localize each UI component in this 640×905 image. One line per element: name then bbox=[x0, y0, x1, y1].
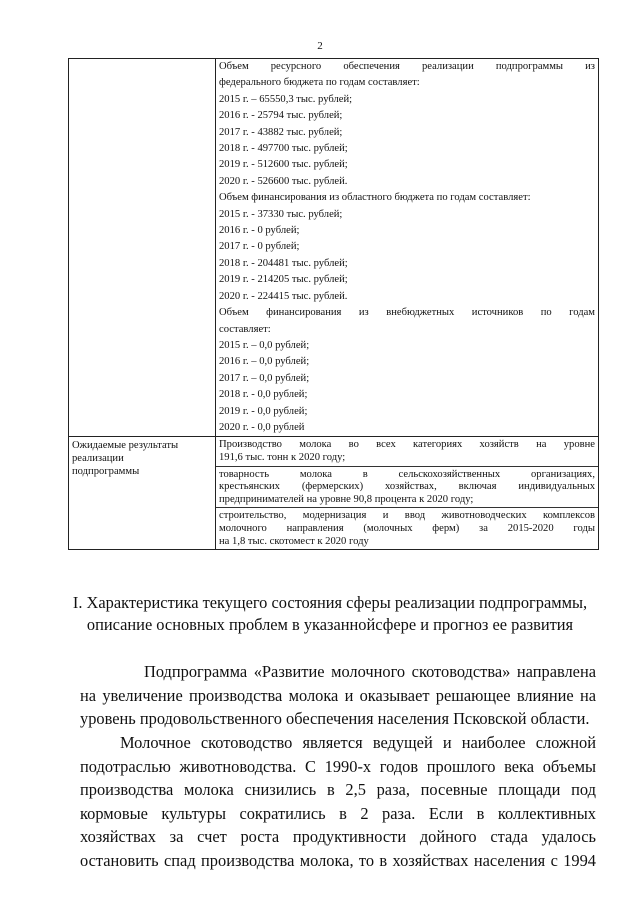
section-heading-line: I. Характеристика текущего состояния сферы реализации подпрограммы, bbox=[72, 593, 588, 612]
result-line: на 1,8 тыс. скотомест к 2020 году bbox=[219, 535, 369, 547]
funding-line: 2020 г. - 224415 тыс. рублей. bbox=[219, 290, 348, 302]
funding-line: 2017 г. - 43882 тыс. рублей; bbox=[219, 126, 343, 138]
paragraph-line: кормовые культуры сократились в 2 раза. Если в коллективных bbox=[80, 803, 596, 823]
funding-line: 2020 г. - 526600 тыс. рублей. bbox=[219, 175, 348, 187]
result-line: товарность молока в сельскохозяйственных организациях, bbox=[219, 468, 595, 480]
paragraph-2 bbox=[80, 731, 596, 872]
funding-line: 2020 г. - 0,0 рублей bbox=[219, 421, 305, 433]
funding-volume-cell bbox=[216, 59, 599, 437]
result-line: крестьянских (фермерских) хозяйствах, включая индивидуальных bbox=[219, 481, 595, 493]
table-row-expected-results bbox=[69, 437, 599, 550]
result-line: молочного направления (молочных ферм) за 2015-2020 годы bbox=[219, 522, 595, 534]
funding-line: 2016 г. – 0,0 рублей; bbox=[219, 356, 310, 368]
result-line: Производство молока во всех категориях хозяйств на уровне bbox=[219, 439, 595, 451]
paragraph-line: Молочное скотоводство является ведущей и наиболее сложной bbox=[120, 733, 596, 752]
funding-line: 2016 г. - 25794 тыс. рублей; bbox=[219, 110, 343, 122]
funding-line: Объем ресурсного обеспечения реализации подпрограммы из bbox=[219, 61, 595, 72]
funding-line: 2015 г. – 65550,3 тыс. рублей; bbox=[219, 93, 353, 105]
paragraph-1 bbox=[80, 660, 596, 731]
table-row-funding bbox=[69, 59, 599, 437]
section-heading bbox=[60, 592, 600, 636]
paragraph-line: Подпрограмма «Развитие молочного скотоводства» направлена bbox=[144, 662, 596, 681]
result-line: 191,6 тыс. тонн к 2020 году; bbox=[219, 451, 346, 463]
expected-results-cell bbox=[216, 437, 599, 550]
funding-line: 2017 г. – 0,0 рублей; bbox=[219, 372, 310, 384]
result-line: предпринимателей на уровне 90,8 процента к 2020 году; bbox=[219, 493, 474, 505]
expected-results-label-cell bbox=[69, 437, 216, 550]
subprogram-passport-table bbox=[68, 58, 599, 550]
funding-line: 2017 г. - 0 рублей; bbox=[219, 241, 300, 253]
funding-line: Объем финансирования из областного бюджета по годам составляет: bbox=[219, 192, 531, 204]
funding-line: 2019 г. - 214205 тыс. рублей; bbox=[219, 274, 348, 286]
result-item bbox=[219, 508, 595, 549]
result-line: строительство, модернизация и ввод животноводческих комплексов bbox=[219, 510, 595, 522]
funding-line: 2015 г. - 37330 тыс. рублей; bbox=[219, 208, 343, 220]
funding-line: 2019 г. - 512600 тыс. рублей; bbox=[219, 159, 348, 171]
paragraph-line: остановить спад производства молока, то в хозяйствах населения с 1994 bbox=[80, 850, 596, 870]
funding-line: 2015 г. – 0,0 рублей; bbox=[219, 339, 310, 351]
funding-line: 2018 г. - 0,0 рублей; bbox=[219, 389, 308, 401]
paragraph-line: на увеличение производства молока и оказывает решающее влияние на bbox=[80, 685, 596, 705]
funding-line: 2016 г. - 0 рублей; bbox=[219, 225, 300, 237]
result-item bbox=[219, 467, 595, 508]
funding-line: федерального бюджета по годам составляет: bbox=[219, 77, 420, 89]
funding-label-cell bbox=[69, 59, 216, 437]
funding-line: Объем финансирования из внебюджетных источников по годам bbox=[219, 307, 595, 319]
paragraph-line: уровень продовольственного обеспечения населения Псковской области. bbox=[80, 709, 590, 728]
result-item bbox=[219, 437, 595, 465]
page-number: 2 bbox=[317, 40, 323, 52]
funding-line: 2018 г. - 204481 тыс. рублей; bbox=[219, 257, 348, 269]
funding-line: составляет: bbox=[219, 323, 271, 335]
funding-line: 2018 г. - 497700 тыс. рублей; bbox=[219, 143, 348, 155]
expected-results-label: реализации bbox=[72, 453, 124, 465]
paragraph-line: хозяйствах за счет роста продуктивности дойного стада удалось bbox=[80, 827, 596, 846]
expected-results-label: Ожидаемые результаты bbox=[72, 440, 179, 452]
funding-line: 2019 г. - 0,0 рублей; bbox=[219, 405, 308, 417]
expected-results-label: подпрограммы bbox=[72, 466, 140, 478]
paragraph-line: производства молока снизились в 2,5 раза, посевные площади под bbox=[80, 780, 596, 799]
paragraph-line: подотраслью животноводства. С 1990-х годов прошлого века объемы bbox=[80, 756, 596, 776]
section-heading-line: описание основных проблем в указаннойсфере и прогноз ее развития bbox=[86, 615, 574, 634]
